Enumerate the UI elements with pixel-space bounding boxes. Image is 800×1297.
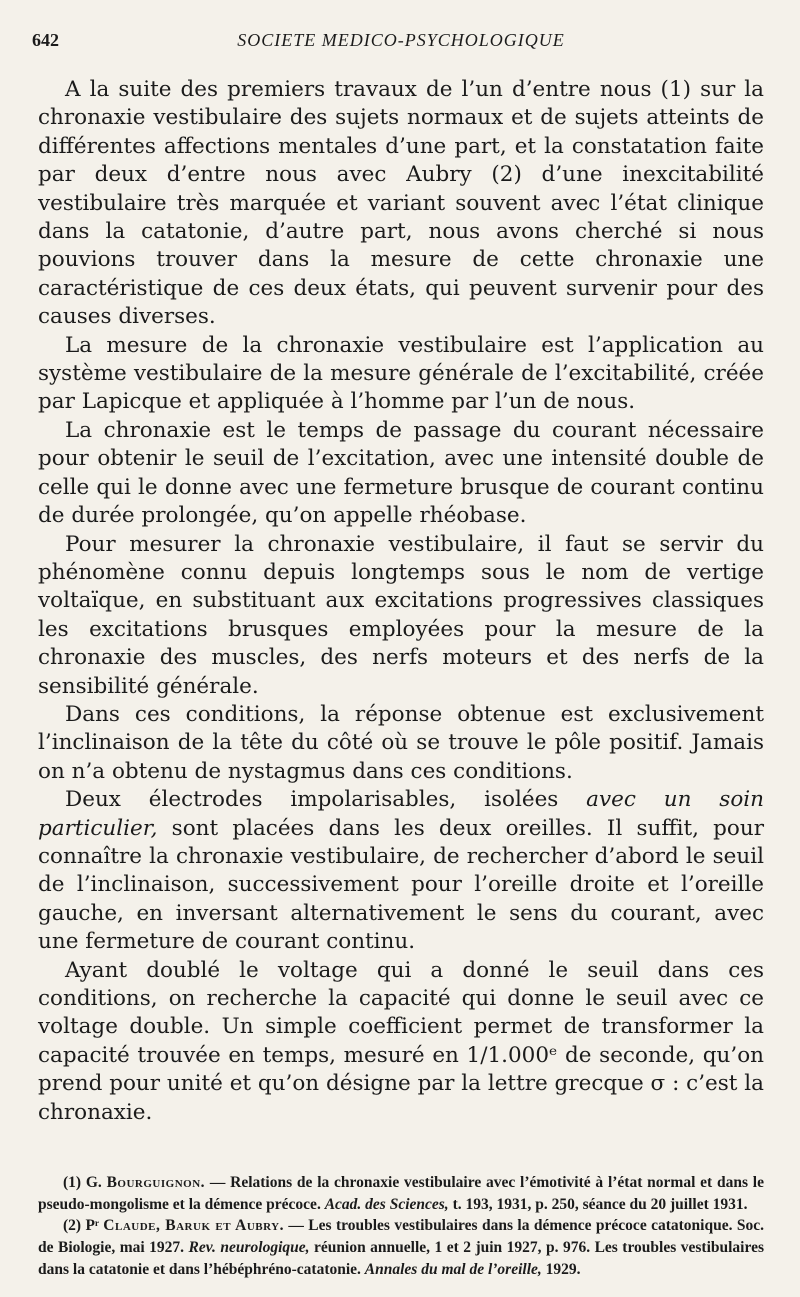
paragraph-5: Dans ces conditions, la réponse obtenue est exclusivement l’inclinaison de la tête du côté où se trouve le pôle positif. Jamais on n’a obtenu de nystagmus dans ces conditions. bbox=[38, 701, 764, 784]
footnote-2-text: — Les troubles vestibulaires dans la démence précoce catatonique. Soc. de Biologie, mai 1927. bbox=[38, 1217, 764, 1257]
footnote-1-end: t. 193, 1931, p. 250, séance du 20 juillet 1931. bbox=[448, 1195, 748, 1213]
footnote-2 bbox=[38, 1215, 764, 1280]
footnote-2-marker: (2) Pʳ bbox=[63, 1217, 104, 1235]
paragraph-7: Ayant doublé le voltage qui a donné le seuil dans ces conditions, on recherche la capacité qui donne le seuil avec ce voltage double. Un simple coefficient permet de transformer la capacité trouvée en temps, mesuré en 1/1.000ᵉ de seconde, qu’on prend pour unité et qu’on désigne par la lettre grecque σ : c’est la chronaxie. bbox=[38, 957, 764, 1125]
page-header bbox=[32, 28, 764, 62]
paragraph-6-end: sont placées dans les deux oreilles. Il suffit, pour connaître la chronaxie vestibulaire, de rechercher d’abord le seuil de l’inclinaison, successivement pour l’oreille droite et l’oreille gauche, en inversant alternativement le sens du courant, avec une fermeture de courant continu. bbox=[38, 815, 764, 955]
paragraph-4: Pour mesurer la chronaxie vestibulaire, il faut se servir du phénomène connu depuis longtemps sous le nom de vertige voltaïque, en substituant aux excitations progressives classiques les excitations brusques employées pour la mesure de la chronaxie des muscles, des nerfs moteurs et des nerfs de la sensibilité générale. bbox=[38, 531, 764, 699]
footnote-2-journal: Rev. neurologique, bbox=[188, 1239, 310, 1257]
paragraph-6-emphasis: avec un soin particulier, bbox=[38, 787, 764, 841]
footnote-1-marker: (1) G. bbox=[63, 1174, 107, 1192]
paragraph-1: A la suite des premiers travaux de l’un d’entre nous (1) sur la chronaxie vestibulaire des sujets normaux et de sujets atteints de différentes affections mentales d’une part, et la constatation faite par deux d’entre nous avec Aubry (2) d’une inexcitabilité vestibulaire très marquée et variant souvent avec l’état clinique dans la catatonie, d’autre part, nous avons cherché si nous pouvions trouver dans la mesure de cette chronaxie une caractéristique de ces deux états, qui peuvent survenir pour des causes diverses. bbox=[38, 77, 764, 330]
paragraph-2: La mesure de la chronaxie vestibulaire est l’application au système vestibulaire de la mesure générale de l’excitabilité, créée par Lapicque et appliquée à l’homme par l’un de nous. bbox=[38, 332, 764, 415]
footnotes bbox=[38, 1172, 764, 1281]
footnote-1 bbox=[38, 1172, 764, 1215]
paragraph-6 bbox=[38, 786, 764, 956]
footnote-2-end: 1929. bbox=[541, 1260, 581, 1278]
footnote-2-authors: Claude, Baruk et Aubry. bbox=[103, 1217, 284, 1235]
footnote-1-author: Bourguignon. bbox=[106, 1174, 206, 1192]
running-head: SOCIETE MEDICO-PSYCHOLOGIQUE bbox=[237, 30, 565, 50]
page-number: 642 bbox=[32, 30, 59, 50]
footnote-1-text: — Relations de la chronaxie vestibulaire avec l’émotivité à l’état normal et dans le pseudo-mongolisme et la démence précoce. bbox=[38, 1174, 764, 1213]
body-text bbox=[38, 76, 764, 1127]
footnote-2-text-2: réunion annuelle, 1 et 2 juin 1927, p. 976. Les troubles vestibulaires dans la catatonie et dans l’hébéphréno-catatonie. bbox=[38, 1239, 764, 1278]
paragraph-3: La chronaxie est le temps de passage du courant nécessaire pour obtenir le seuil de l’excitation, avec une intensité double de celle qui le donne avec une fermeture brusque de courant continu de durée prolongée, qu’on appelle rhéobase. bbox=[38, 417, 764, 529]
footnote-1-journal: Acad. des Sciences, bbox=[324, 1195, 449, 1213]
paragraph-6-start: Deux électrodes impolarisables, isolées bbox=[65, 787, 587, 813]
footnote-2-journal-2: Annales du mal de l’oreille, bbox=[364, 1260, 542, 1278]
